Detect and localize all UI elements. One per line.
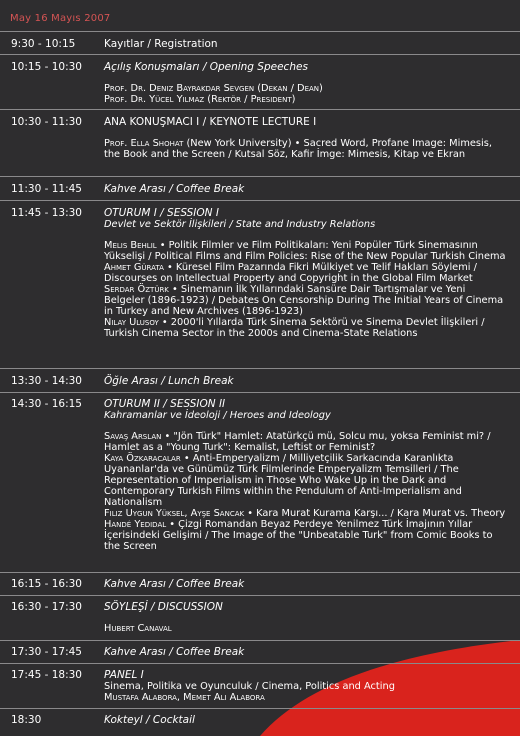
row-title: OTURUM II / SESSION II (104, 398, 226, 410)
talk (104, 284, 508, 317)
time-slot: 10:15 - 10:30 (11, 61, 82, 73)
speaker: Kaya Özkaracalar (104, 453, 181, 464)
speaker: Filiz Uygun Yüksel, Ayşe Sancak (104, 508, 245, 519)
talk-text: • Küresel Film Pazarında Fikri Mülkiyet ve Telif Hakları Söylemi / Discourses on Intellectual Property and Copyright in the Global Film Market (104, 262, 477, 284)
speaker: Handé Yedidal (104, 519, 167, 530)
speaker: Nilay Ulusoy (104, 317, 159, 328)
row-title: Açılış Konuşmaları / Opening Speeches (104, 61, 308, 73)
speaker: Prof. Dr. Yücel Yılmaz (Rektör / President) (104, 94, 296, 105)
row-title: OTURUM I / SESSION I (104, 207, 219, 219)
speaker: Prof. Ella Shohat (104, 138, 184, 149)
talk (104, 453, 508, 508)
row-title: Kokteyl / Cocktail (104, 714, 195, 726)
talk (104, 431, 508, 453)
keynote-block (104, 116, 508, 160)
divider (0, 54, 520, 55)
talk-text: • Anti-Emperyalizm / Milliyetçilik Sarkacında Karanlıkta Uyananlar'da ve Günümüz Türk Filmlerinde Emperyalizm Temsilleri / The Representation of Imperialism in Those Who Wake Up in the Dark and Contemporary Turkish Films within the Pendulum of Anti-Imperialism and Nationalism (104, 453, 462, 508)
time-slot: 17:30 - 17:45 (11, 646, 82, 658)
talk (104, 317, 508, 339)
talk (104, 519, 508, 552)
row-title: Kahve Arası / Coffee Break (104, 646, 245, 658)
talk (104, 240, 508, 262)
talk-text: • Kara Murat Kurama Karşı... / Kara Murat vs. Theory (244, 508, 506, 519)
talk-text: • "Jön Türk" Hamlet: Atatürkçü mü, Solcu mu, yoksa Feminist mi? / Hamlet as a "Young Turk": Kemalist, Leftist or Feminist? (104, 431, 491, 453)
talk-text: • 2000'li Yıllarda Türk Sinema Sektörü ve Sinema Devlet İlişkileri / Turkish Cinema Sector in the 2000s and Cinema-State Relations (104, 317, 485, 339)
speaker: Ahmet Gürata (104, 262, 164, 273)
program-date: May 16 Mayıs 2007 (10, 13, 111, 24)
talk-text: • Sinemanın İlk Yıllarındaki Sansüre Dair Tartışmalar ve Yeni Belgeler (1896-1923) / Debates On Censorship During The Initial Years of Cinema in Turkey and New Archives (1896-1923) (104, 284, 504, 317)
session-1-block (104, 207, 508, 339)
keynote-text (104, 138, 508, 160)
session-2-block (104, 398, 508, 552)
divider (0, 595, 520, 596)
divider (0, 392, 520, 393)
row-title: Öğle Arası / Lunch Break (104, 375, 234, 387)
speaker: Prof. Dr. Deniz Bayrakdar Sevgen (Dekan / Dean) (104, 83, 323, 94)
session-subtitle: Kahramanlar ve İdeoloji / Heroes and Ideology (104, 410, 331, 421)
divider (0, 176, 520, 177)
talk-detail: (New York University) • Sacred Word, Profane Image: Mimesis, the Book and the Screen / Kutsal Söz, Kafir İmge: Mimesis, Kitap ve Ekran (104, 138, 492, 160)
talk (104, 262, 508, 284)
time-slot: 14:30 - 16:15 (11, 398, 82, 410)
discussion-block (104, 601, 508, 634)
row-title: Kayıtlar / Registration (104, 38, 218, 50)
talk-text: • Çizgi Romandan Beyaz Perdeye Yenilmez Türk İmajının Yıllar İçerisindeki Gelişimi / The Image of the "Unbeatable Turk" from Comic Books to the Screen (104, 519, 493, 552)
speaker: Hubert Canaval (104, 623, 172, 634)
talk (104, 508, 508, 519)
time-slot: 16:30 - 17:30 (11, 601, 82, 613)
row-title: PANEL I (104, 669, 144, 681)
divider (0, 31, 520, 32)
row-title: ANA KONUŞMACI I / KEYNOTE LECTURE I (104, 116, 317, 128)
divider (0, 663, 520, 664)
panel-block (104, 669, 508, 703)
divider (0, 572, 520, 573)
time-slot: 18:30 (11, 714, 42, 726)
divider (0, 368, 520, 369)
time-slot: 11:30 - 11:45 (11, 183, 82, 195)
time-slot: 9:30 - 10:15 (11, 38, 76, 50)
divider (0, 640, 520, 641)
row-title: Kahve Arası / Coffee Break (104, 578, 245, 590)
time-slot: 16:15 - 16:30 (11, 578, 82, 590)
time-slot: 17:45 - 18:30 (11, 669, 82, 681)
speaker: Serdar Öztürk (104, 284, 169, 295)
time-slot: 13:30 - 14:30 (11, 375, 82, 387)
divider (0, 200, 520, 201)
talk-text: • Politik Filmler ve Film Politikaları: Yeni Popüler Türk Sinemasının Yükselişi / Political Films and Film Policies: Rise of the New Popular Turkish Cinema (104, 240, 506, 262)
time-slot: 10:30 - 11:30 (11, 116, 82, 128)
row-title: SÖYLEŞİ / DISCUSSION (104, 601, 223, 613)
speaker: Melis Behlil (104, 240, 157, 251)
session-subtitle: Devlet ve Sektör İlişkileri / State and Industry Relations (104, 219, 376, 230)
speaker: Savaş Arslan (104, 431, 162, 442)
panel-speakers: Mustafa Alabora, Memet Ali Alabora (104, 692, 265, 703)
panel-subtitle: Sinema, Politika ve Oyunculuk / Cinema, Politics and Acting (104, 681, 395, 692)
divider (0, 109, 520, 110)
row-title: Kahve Arası / Coffee Break (104, 183, 245, 195)
divider (0, 708, 520, 709)
opening-block (104, 61, 508, 105)
time-slot: 11:45 - 13:30 (11, 207, 82, 219)
